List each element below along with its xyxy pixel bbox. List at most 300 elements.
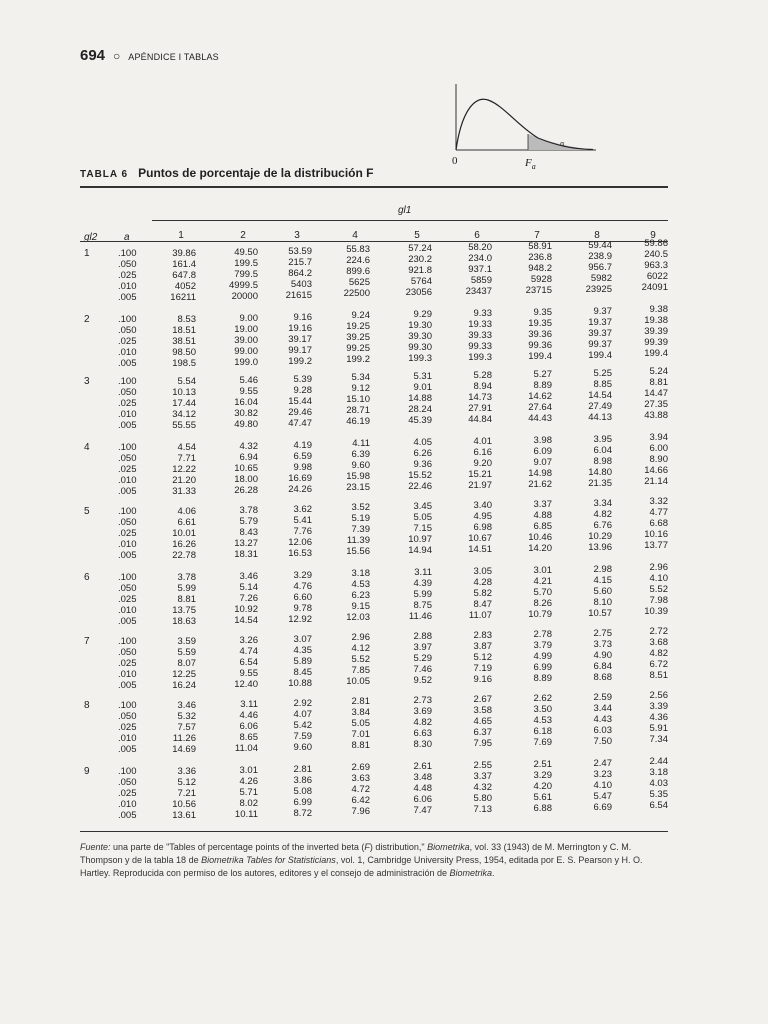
table-cell: 10.97 <box>408 534 432 546</box>
value-column <box>568 240 612 295</box>
value-column <box>448 370 492 425</box>
table-cell: 21.35 <box>588 477 612 489</box>
table-cell: 9.28 <box>293 384 312 396</box>
column-header: 6 <box>474 230 480 241</box>
row-df-label: 3 <box>84 376 90 387</box>
table-cell: 4.10 <box>649 573 668 585</box>
value-column <box>388 501 432 556</box>
table-cell: 7.01 <box>351 729 370 741</box>
alpha-value: .010 <box>118 475 137 486</box>
table-cell: 7.69 <box>533 736 552 748</box>
table-cell: 9.29 <box>413 309 432 321</box>
table-cell: 4.36 <box>649 712 668 724</box>
table-cell: 3.40 <box>473 500 492 511</box>
table-cell: 3.46 <box>239 570 258 582</box>
alpha-label: α <box>560 140 565 148</box>
table-cell: 6.23 <box>351 590 370 602</box>
table-cell: 39.30 <box>408 331 432 343</box>
alpha-value: .100 <box>118 314 137 325</box>
table-cell: 4.19 <box>293 439 312 451</box>
table-cell: 7.85 <box>351 665 370 677</box>
row-df-label: 8 <box>84 700 90 711</box>
table-cell: 45.39 <box>408 415 432 427</box>
table-cell: 39.39 <box>644 326 668 338</box>
alpha-value: .100 <box>118 636 137 647</box>
table-cell: 2.61 <box>413 761 432 773</box>
table-cell: 9.60 <box>293 741 312 753</box>
table-cell: 5982 <box>590 272 612 284</box>
table-cell: 9.98 <box>293 461 312 473</box>
alpha-value: .005 <box>118 810 137 821</box>
table-cell: 647.8 <box>172 270 196 281</box>
table-cell: 4.15 <box>593 574 612 586</box>
table-cell: 22.46 <box>408 481 432 493</box>
table-cell: 4.43 <box>593 713 612 725</box>
table-cell: 3.11 <box>414 567 432 579</box>
table-cell: 5.05 <box>413 512 432 524</box>
value-column <box>448 308 492 363</box>
table-cell: 6.26 <box>413 448 432 460</box>
table-cell: 3.07 <box>293 633 312 645</box>
table-cell: 23715 <box>525 284 552 296</box>
table-cell: 18.63 <box>172 616 196 627</box>
value-column <box>152 314 196 369</box>
table-cell: 44.43 <box>528 412 552 424</box>
value-column <box>624 432 668 487</box>
table-cell: 238.9 <box>588 250 612 262</box>
table-cell: 199.4 <box>588 349 612 361</box>
table-cell: 3.29 <box>533 769 552 781</box>
alpha-value: .010 <box>118 347 137 358</box>
table-cell: 10.05 <box>346 676 370 688</box>
table-cell: 3.11 <box>240 698 258 710</box>
table-cell: 14.73 <box>468 392 492 403</box>
value-column <box>152 248 196 303</box>
alpha-value: .025 <box>118 336 137 347</box>
table-cell: 5.91 <box>649 723 668 735</box>
table-cell: 3.46 <box>177 700 196 711</box>
table-cell: 3.94 <box>649 432 668 444</box>
value-column <box>214 765 258 820</box>
table-cell: 8.43 <box>239 526 258 538</box>
value-column <box>508 499 552 554</box>
alpha-value: .050 <box>118 325 137 336</box>
table-cell: 3.01 <box>239 764 258 776</box>
table-cell: 6.18 <box>533 725 552 737</box>
table-cell: 199.5 <box>234 257 258 269</box>
table-cell: 4.53 <box>351 579 370 591</box>
value-column <box>508 565 552 620</box>
table-cell: 5.41 <box>293 514 312 526</box>
alpha-value: .025 <box>118 722 137 733</box>
value-column <box>388 243 432 298</box>
value-column <box>448 760 492 815</box>
table-cell: 3.87 <box>473 641 492 652</box>
table-cell: 19.37 <box>588 316 612 328</box>
alpha-value: .010 <box>118 733 137 744</box>
alpha-column <box>118 572 137 627</box>
value-column <box>508 759 552 814</box>
alpha-value: .005 <box>118 420 137 431</box>
table-cell: 24.26 <box>288 483 312 495</box>
table-cell: 14.54 <box>588 389 612 401</box>
table-cell: 6.60 <box>293 591 312 603</box>
table-cell: 47.47 <box>288 417 312 429</box>
table-cell: 4.07 <box>293 708 312 720</box>
table-cell: 10.67 <box>468 533 492 544</box>
table-cell: 14.69 <box>172 744 196 755</box>
alpha-value: .005 <box>118 358 137 369</box>
value-column <box>268 246 312 301</box>
table-cell: 9.00 <box>239 312 258 324</box>
table-cell: 13.96 <box>588 541 612 553</box>
alpha-value: .050 <box>118 387 137 398</box>
table-cell: 5.31 <box>413 371 432 383</box>
table-cell: 14.62 <box>528 390 552 402</box>
table-cell: 6.94 <box>239 451 258 463</box>
table-cell: 6.54 <box>649 800 668 812</box>
table-cell: 46.19 <box>346 416 370 428</box>
table-cell: 4.35 <box>293 644 312 656</box>
gl2-header: gl2 <box>84 232 98 243</box>
table-cell: 5764 <box>410 276 432 288</box>
table-cell: 55.83 <box>346 244 370 256</box>
table-cell: 39.86 <box>172 248 196 259</box>
table-cell: 22.78 <box>172 550 196 561</box>
table-cell: 6.39 <box>351 449 370 461</box>
table-cell: 18.51 <box>172 325 196 336</box>
table-cell: 23.15 <box>346 482 370 494</box>
table-cell: 4999.5 <box>228 279 258 291</box>
table-cell: 7.46 <box>413 664 432 676</box>
table-cell: 5.34 <box>351 372 370 384</box>
table-cell: 9.52 <box>413 675 432 687</box>
value-column <box>508 435 552 490</box>
value-column <box>568 564 612 619</box>
table-cell: 948.2 <box>528 262 552 274</box>
table-cell: 4.82 <box>593 508 612 520</box>
table-cell: 240.5 <box>644 249 668 261</box>
value-column <box>214 247 258 302</box>
table-cell: 5.14 <box>239 581 258 593</box>
table-cell: 21.97 <box>468 480 492 491</box>
table-cell: 3.44 <box>593 702 612 714</box>
value-column <box>268 698 312 753</box>
table-row-group <box>0 366 768 436</box>
table-row-group <box>0 496 768 566</box>
table-cell: 161.4 <box>172 259 196 270</box>
table-cell: 2.67 <box>473 694 492 705</box>
footnote: Fuente: una parte de "Tables of percentage points of the inverted beta (F) distribution," Biometrika, vol. 33 (1943) de M. Merrington y C. M. Thompson y de la tabla 18 de Biometrika Tables for Statisticians, vol. 1, Cambridge University Press, 1954, editada por E. S. Pearson y H. O. Hartley. Reproducida con permiso de los autores, editores y el consejo de administración de Biometrika. <box>80 842 643 878</box>
table-cell: 8.85 <box>593 378 612 390</box>
value-column <box>152 636 196 691</box>
table-cell: 6.03 <box>593 724 612 736</box>
table-cell: 6.09 <box>533 445 552 457</box>
row-df-label: 6 <box>84 572 90 583</box>
table-cell: 12.06 <box>288 536 312 548</box>
table-cell: 10.29 <box>588 530 612 542</box>
table-cell: 23437 <box>465 286 492 297</box>
value-column <box>388 371 432 426</box>
alpha-value: .010 <box>118 409 137 420</box>
table-cell: 10.79 <box>528 608 552 620</box>
table-caption: Puntos de porcentaje de la distribución F <box>138 166 374 180</box>
table-cell: 6022 <box>646 271 668 283</box>
table-cell: 28.71 <box>346 405 370 417</box>
table-cell: 15.52 <box>408 470 432 482</box>
column-header: 9 <box>650 230 656 241</box>
table-cell: 5.46 <box>239 374 258 386</box>
table-cell: 7.71 <box>177 453 196 464</box>
value-column <box>214 375 258 430</box>
table-cell: 5.47 <box>593 790 612 802</box>
value-column <box>268 440 312 495</box>
table-cell: 7.15 <box>413 523 432 535</box>
table-cell: 6.06 <box>413 794 432 806</box>
table-cell: 6.99 <box>533 661 552 673</box>
table-row-group <box>0 562 768 632</box>
table-cell: 5.24 <box>649 366 668 378</box>
alpha-value: .100 <box>118 506 137 517</box>
value-column <box>508 693 552 748</box>
value-column <box>326 372 370 427</box>
value-column <box>326 696 370 751</box>
table-cell: 2.83 <box>473 630 492 641</box>
table-cell: 19.38 <box>644 315 668 327</box>
alpha-column <box>118 506 137 561</box>
table-cell: 8.30 <box>413 739 432 751</box>
table-cell: 7.95 <box>473 738 492 749</box>
table-cell: 9.20 <box>473 458 492 469</box>
table-cell: 29.46 <box>288 406 312 418</box>
table-cell: 3.32 <box>649 496 668 508</box>
alpha-value: .100 <box>118 572 137 583</box>
table-cell: 8.89 <box>533 672 552 684</box>
table-cell: 5.59 <box>177 647 196 658</box>
table-cell: 5.89 <box>293 655 312 667</box>
table-cell: 6.54 <box>239 656 258 668</box>
table-cell: 7.47 <box>413 805 432 817</box>
value-column <box>152 572 196 627</box>
table-cell: 10.57 <box>588 607 612 619</box>
alpha-value: .050 <box>118 583 137 594</box>
table-cell: 99.25 <box>346 343 370 355</box>
table-cell: 16.26 <box>172 539 196 550</box>
table-cell: 4.39 <box>413 578 432 590</box>
value-column <box>152 700 196 755</box>
table-cell: 14.94 <box>408 545 432 557</box>
table-cell: 8.89 <box>533 379 552 391</box>
table-row-group <box>0 626 768 696</box>
table-cell: 5.12 <box>177 777 196 788</box>
table-cell: 7.96 <box>351 806 370 818</box>
table-cell: 3.69 <box>413 706 432 718</box>
alpha-value: .005 <box>118 680 137 691</box>
table-cell: 5.35 <box>649 789 668 801</box>
column-header: 1 <box>178 230 184 241</box>
table-cell: 8.10 <box>593 596 612 608</box>
table-cell: 21.14 <box>644 476 668 488</box>
table-cell: 3.95 <box>593 433 612 445</box>
table-cell: 99.39 <box>644 337 668 349</box>
table-cell: 199.2 <box>346 354 370 366</box>
value-column <box>508 307 552 362</box>
table-cell: 15.98 <box>346 471 370 483</box>
table-cell: 39.00 <box>234 334 258 346</box>
table-cell: 199.4 <box>644 348 668 360</box>
table-cell: 8.26 <box>533 597 552 609</box>
table-cell: 11.07 <box>468 610 492 621</box>
table-cell: 9.60 <box>351 460 370 472</box>
table-cell: 9.55 <box>239 385 258 397</box>
value-column <box>624 366 668 421</box>
table-cell: 7.76 <box>293 525 312 537</box>
table-cell: 5.52 <box>351 654 370 666</box>
value-column <box>326 632 370 687</box>
table-cell: 230.2 <box>408 254 432 266</box>
f-distribution-curve <box>448 78 598 188</box>
table-cell: 4.20 <box>533 780 552 792</box>
value-column <box>326 502 370 557</box>
table-cell: 31.33 <box>172 486 196 497</box>
table-cell: 9.07 <box>533 456 552 468</box>
table-row-group <box>0 756 768 826</box>
table-cell: 7.26 <box>239 592 258 604</box>
value-column <box>268 504 312 559</box>
table-cell: 7.13 <box>473 804 492 815</box>
alpha-value: .100 <box>118 376 137 387</box>
alpha-value: .100 <box>118 766 137 777</box>
row-df-label: 2 <box>84 314 90 325</box>
table-cell: 3.79 <box>533 639 552 651</box>
table-cell: 2.96 <box>649 562 668 574</box>
table-cell: 9.12 <box>351 383 370 395</box>
alpha-value: .005 <box>118 486 137 497</box>
table-cell: 21.62 <box>528 478 552 490</box>
table-cell: 19.00 <box>234 323 258 335</box>
table-cell: 3.23 <box>593 768 612 780</box>
table-cell: 6.42 <box>351 795 370 807</box>
table-cell: 9.16 <box>473 674 492 685</box>
table-cell: 27.49 <box>588 400 612 412</box>
table-cell: 199.3 <box>468 352 492 363</box>
table-cell: 14.51 <box>468 544 492 555</box>
table-cell: 18.31 <box>234 548 258 560</box>
table-cell: 10.01 <box>172 528 196 539</box>
alpha-column <box>118 700 137 755</box>
table-cell: 49.50 <box>234 246 258 258</box>
alpha-value: .050 <box>118 647 137 658</box>
table-cell: 4.10 <box>593 779 612 791</box>
alpha-column <box>118 248 137 303</box>
value-column <box>214 505 258 560</box>
value-column <box>326 310 370 365</box>
alpha-column <box>118 766 137 821</box>
table-cell: 59.86 <box>644 238 668 250</box>
table-cell: 5.52 <box>649 584 668 596</box>
table-cell: 6.68 <box>649 518 668 530</box>
table-cell: 4.88 <box>533 509 552 521</box>
table-cell: 7.19 <box>473 663 492 674</box>
table-cell: 2.69 <box>351 762 370 774</box>
table-cell: 43.88 <box>644 410 668 422</box>
table-cell: 5.25 <box>593 367 612 379</box>
value-column <box>388 695 432 750</box>
alpha-value: .025 <box>118 528 137 539</box>
table-cell: 4.90 <box>593 649 612 661</box>
section-title: APÉNDICE I TABLAS <box>128 52 219 62</box>
table-cell: 10.65 <box>234 462 258 474</box>
alpha-value: .025 <box>118 270 137 281</box>
table-cell: 4.48 <box>413 783 432 795</box>
table-cell: 59.44 <box>588 239 612 251</box>
value-column <box>326 568 370 623</box>
table-cell: 5.99 <box>177 583 196 594</box>
table-cell: 7.59 <box>293 730 312 742</box>
table-cell: 21.20 <box>172 475 196 486</box>
row-df-label: 4 <box>84 442 90 453</box>
alpha-value: .050 <box>118 777 137 788</box>
table-cell: 39.33 <box>468 330 492 341</box>
table-cell: 3.84 <box>351 707 370 719</box>
table-cell: 3.39 <box>649 701 668 713</box>
table-cell: 5.82 <box>473 588 492 599</box>
table-title <box>80 166 373 180</box>
table-cell: 14.66 <box>644 465 668 477</box>
value-column <box>388 437 432 492</box>
circle-icon: ○ <box>113 49 121 63</box>
table-cell: 10.92 <box>234 603 258 615</box>
table-cell: 5.54 <box>177 376 196 387</box>
table-cell: 5.08 <box>293 785 312 797</box>
table-cell: 10.56 <box>172 799 196 810</box>
table-cell: 2.81 <box>351 696 370 708</box>
table-cell: 16.04 <box>234 396 258 408</box>
table-cell: 199.4 <box>528 350 552 362</box>
table-cell: 963.3 <box>644 260 668 272</box>
value-column <box>568 498 612 553</box>
table-cell: 4.65 <box>473 716 492 727</box>
table-cell: 5.12 <box>473 652 492 663</box>
table-cell: 4.74 <box>239 645 258 657</box>
table-cell: 27.64 <box>528 401 552 413</box>
table-cell: 13.61 <box>172 810 196 821</box>
gl1-header: gl1 <box>398 205 412 216</box>
table-cell: 2.56 <box>649 690 668 702</box>
table-cell: 3.86 <box>293 774 312 786</box>
table-cell: 9.24 <box>351 310 370 322</box>
table-cell: 8.90 <box>649 454 668 466</box>
table-cell: 9.35 <box>533 306 552 318</box>
row-df-label: 5 <box>84 506 90 517</box>
table-cell: 2.92 <box>293 697 312 709</box>
alpha-column <box>118 636 137 691</box>
alpha-column <box>118 376 137 431</box>
table-cell: 16.24 <box>172 680 196 691</box>
table-cell: 4.28 <box>473 577 492 588</box>
table-cell: 3.98 <box>533 434 552 446</box>
value-column <box>448 436 492 491</box>
table-cell: 5.99 <box>413 589 432 601</box>
table-cell: 8.94 <box>473 381 492 392</box>
table-cell: 5.05 <box>351 718 370 730</box>
table-cell: 12.40 <box>234 678 258 690</box>
table-cell: 14.88 <box>408 393 432 405</box>
table-cell: 23056 <box>405 287 432 299</box>
value-column <box>568 368 612 423</box>
column-header: 8 <box>594 230 600 241</box>
table-cell: 6.00 <box>649 443 668 455</box>
